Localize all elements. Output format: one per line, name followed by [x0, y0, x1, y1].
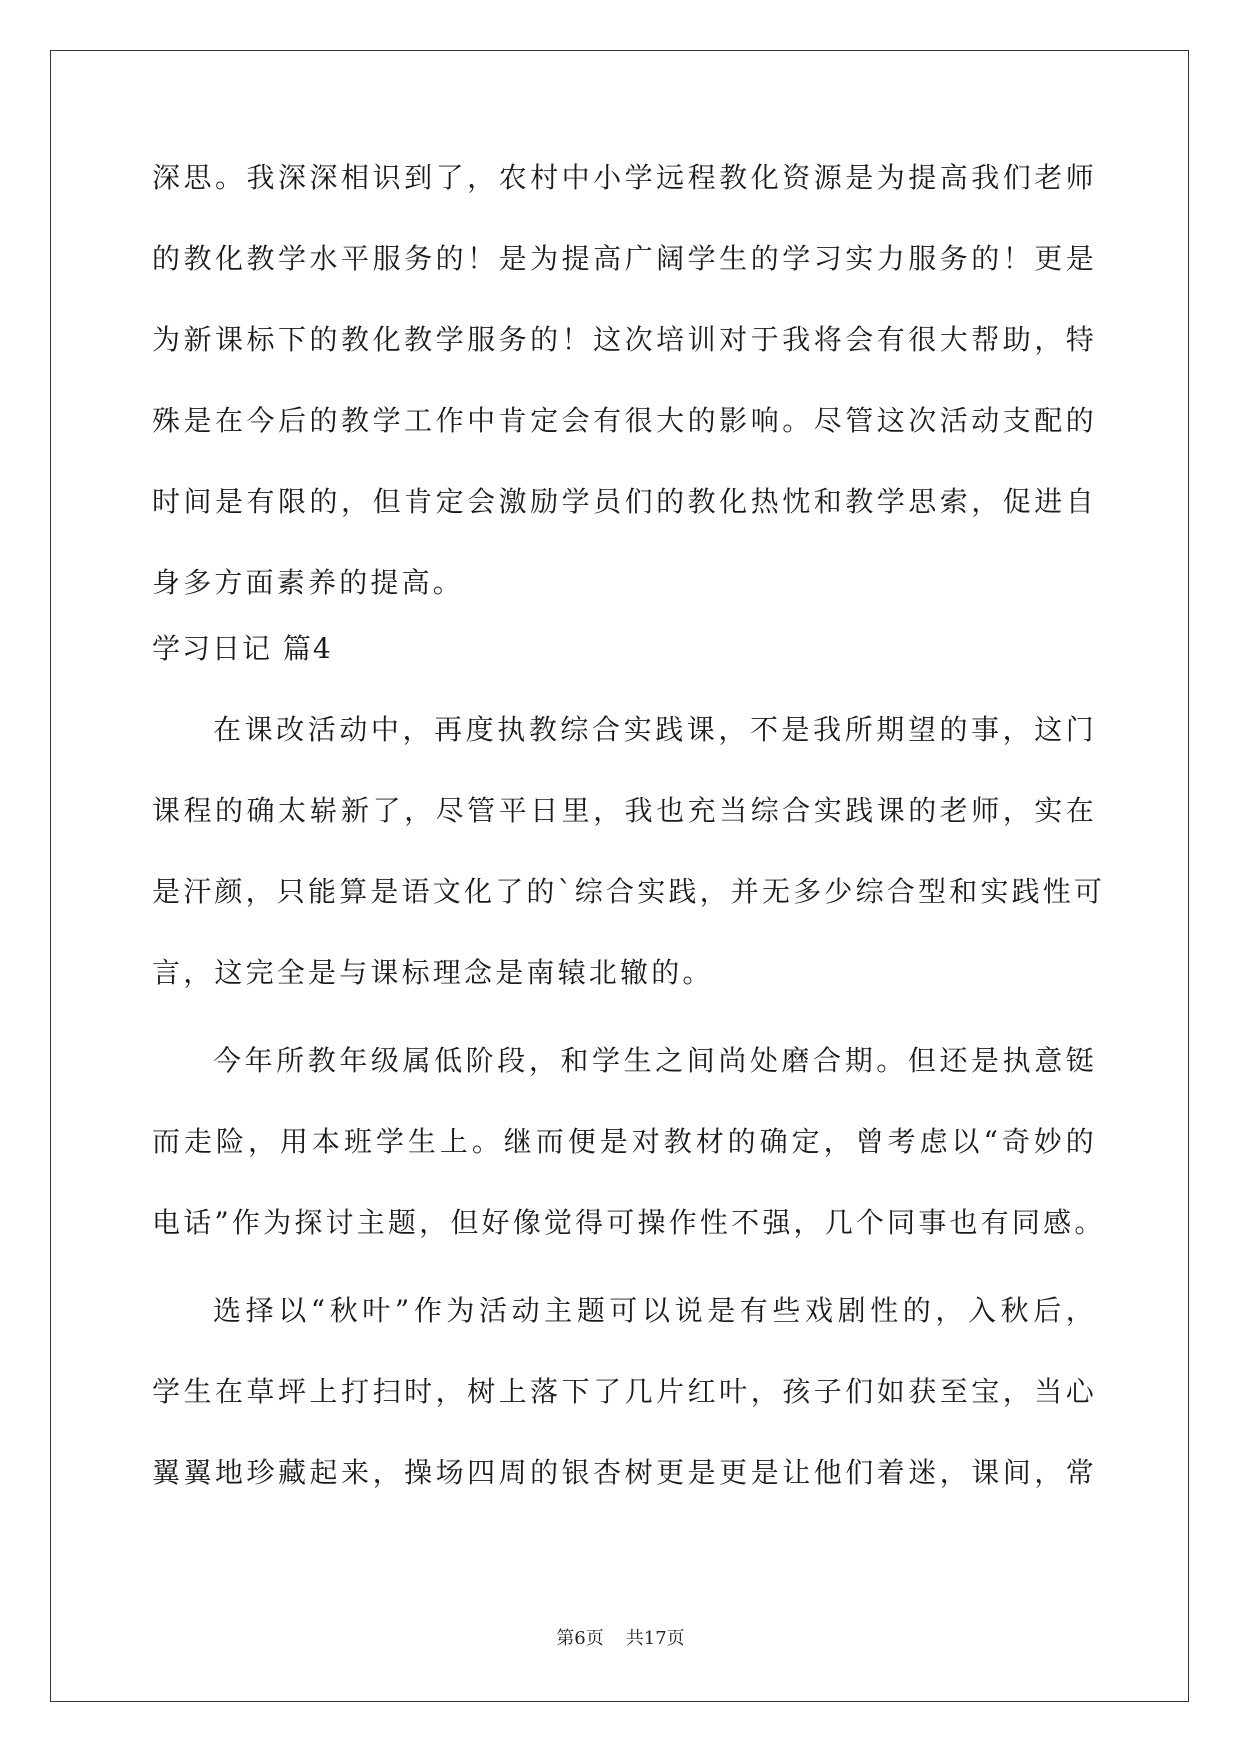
paragraph-line: 的教化教学水平服务的！是为提高广阔学生的学习实力服务的！更是 — [152, 242, 1097, 275]
page-number: 第6页 — [556, 1628, 604, 1649]
section-heading: 学习日记 篇4 — [152, 632, 333, 665]
document-body — [152, 160, 1106, 1491]
paragraph-line: 时间是有限的，但肯定会激励学员们的教化热忱和教学思索，促进自 — [152, 485, 1097, 518]
paragraph-line: 课程的确太崭新了，尽管平日里，我也充当综合实践课的老师，实在 — [152, 794, 1097, 827]
paragraph-line: 学生在草坪上打扫时，树上落下了几片红叶，孩子们如获至宝，当心 — [152, 1375, 1097, 1408]
paragraph-line: 身多方面素养的提高。 — [152, 566, 465, 599]
paragraph-line: 今年所教年级属低阶段，和学生之间尚处磨合期。但还是执意铤 — [213, 1044, 1097, 1077]
paragraph-line: 在课改活动中，再度执教综合实践课，不是我所期望的事，这门 — [213, 713, 1097, 746]
page-total: 共17页 — [625, 1628, 685, 1649]
paragraph-line: 殊是在今后的教学工作中肯定会有很大的影响。尽管这次活动支配的 — [152, 404, 1097, 437]
paragraph-line: 言，这完全是与课标理念是南辕北辙的。 — [152, 956, 714, 989]
paragraph-line: 选择以“秋叶”作为活动主题可以说是有些戏剧性的，入秋后， — [213, 1294, 1097, 1327]
paragraph-line: 为新课标下的教化教学服务的！这次培训对于我将会有很大帮助，特 — [152, 323, 1097, 356]
paragraph-line: 深思。我深深相识到了，农村中小学远程教化资源是为提高我们老师 — [152, 161, 1097, 194]
paragraph-line: 翼翼地珍藏起来，操场四周的银杏树更是更是让他们着迷，课间，常 — [152, 1456, 1097, 1489]
paragraph-line: 是汗颜，只能算是语文化了的`综合实践，并无多少综合型和实践性可 — [152, 875, 1106, 908]
paragraph-line: 而走险，用本班学生上。继而便是对教材的确定，曾考虑以“奇妙的 — [152, 1125, 1097, 1158]
paragraph-line: 电话”作为探讨主题，但好像觉得可操作性不强，几个同事也有同感。 — [152, 1206, 1106, 1239]
page-footer — [0, 1628, 1241, 1650]
